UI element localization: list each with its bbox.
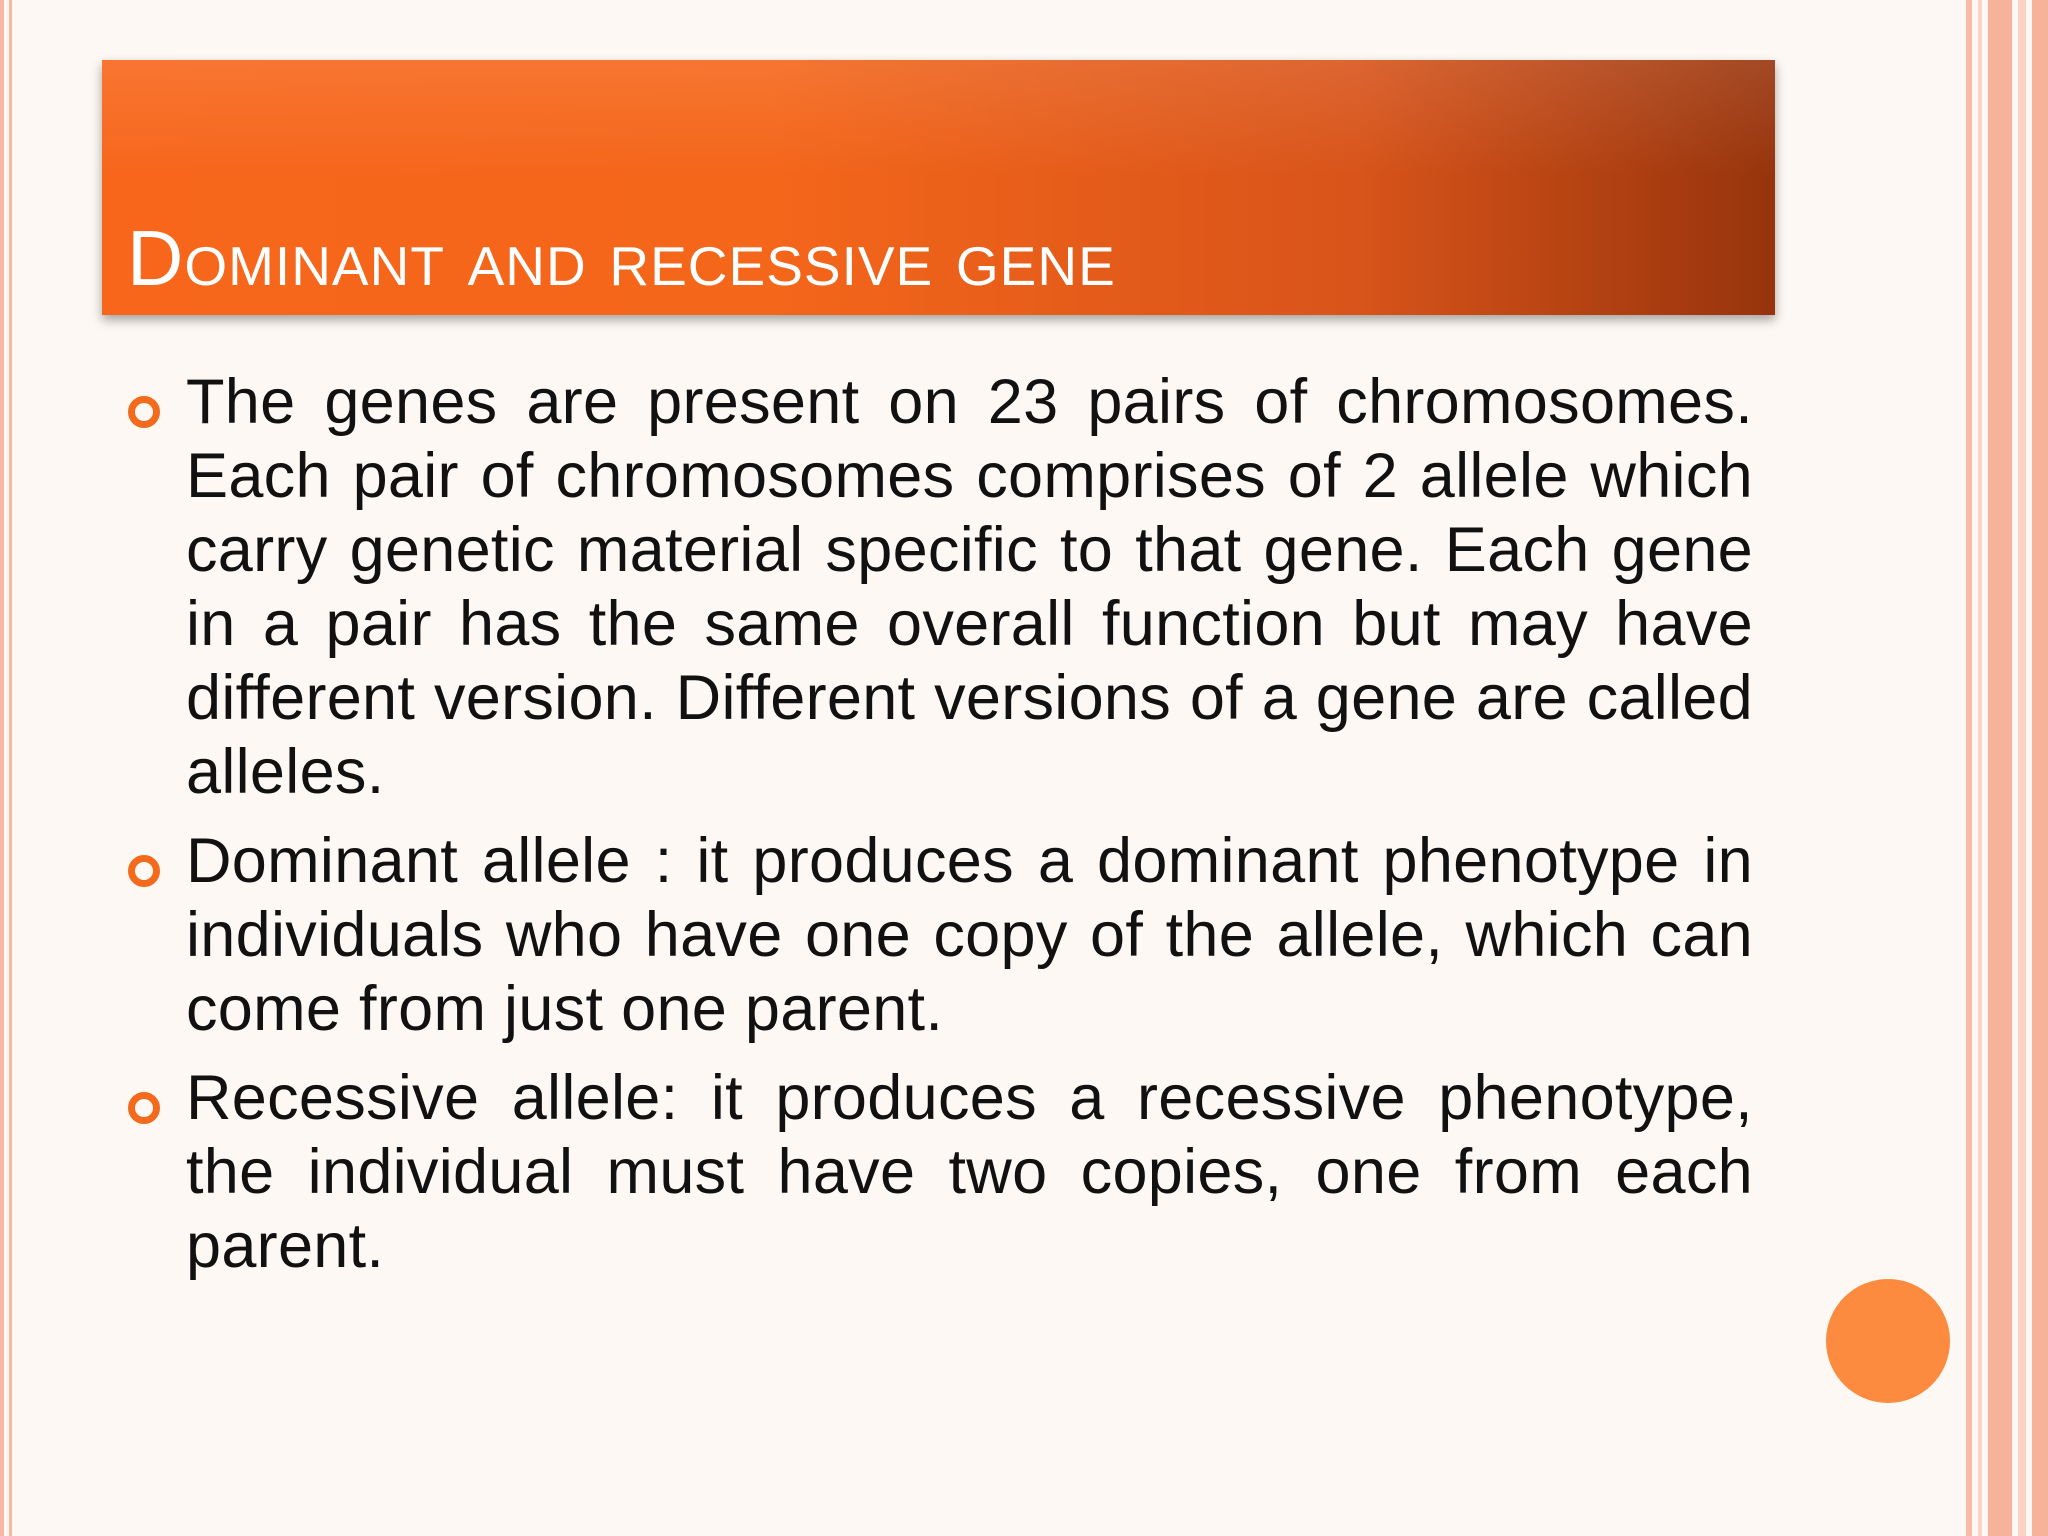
bullet-item [125, 824, 1753, 1046]
hollow-circle-bullet-icon [128, 855, 160, 887]
bullet-text: Dominant allele : it produces a dominant phenotype in individuals who have one copy of the allele, which can come from just one parent. [186, 826, 1753, 1044]
decorative-circle [1826, 1279, 1950, 1403]
bullet-list [125, 365, 1753, 1298]
bullet-item [125, 1061, 1753, 1283]
stripe [2032, 0, 2048, 1536]
stripe [1978, 0, 1982, 1536]
stripe [1966, 0, 1972, 1536]
bullet-text: The genes are present on 23 pairs of chromosomes. Each pair of chromosomes comprises of 2 allele which carry genetic material specific to that gene. Each gene in a pair has the same overall function but may have different version. Different versions of a gene are called alleles. [186, 367, 1753, 807]
stripe [2018, 0, 2026, 1536]
left-decorative-rule-inner [9, 0, 12, 1536]
left-decorative-rule [0, 0, 4, 1536]
title-bar [102, 60, 1775, 315]
slide-title: Dominant and recessive gene [127, 214, 1116, 302]
bullet-text: Recessive allele: it produces a recessive phenotype, the individual must have two copies, one from each parent. [186, 1063, 1753, 1281]
stripe [1988, 0, 2012, 1536]
title-bar-gloss [102, 60, 1775, 175]
bullet-item [125, 365, 1753, 809]
hollow-circle-bullet-icon [128, 396, 160, 428]
right-decorative-stripes [1966, 0, 2048, 1536]
hollow-circle-bullet-icon [128, 1092, 160, 1124]
